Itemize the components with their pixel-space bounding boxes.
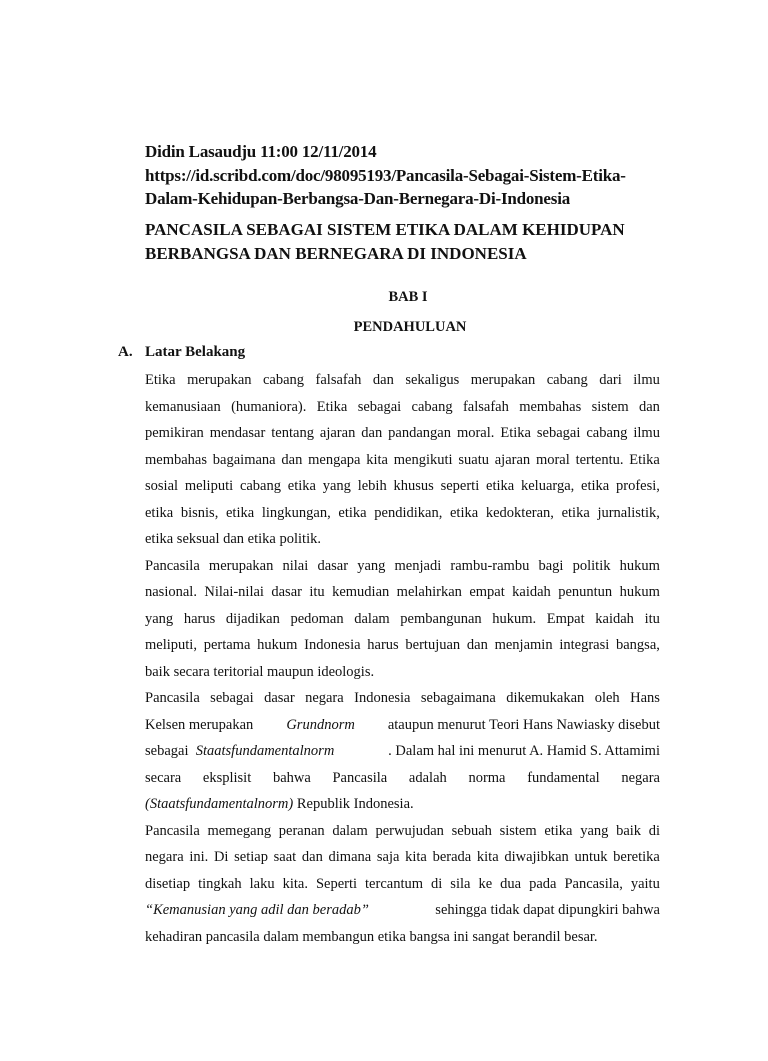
p3-text: ataupun menurut Teori Hans Nawiasky disebut — [387, 716, 660, 733]
word: sosial — [145, 478, 179, 494]
word: yang — [145, 610, 174, 627]
p1-line-last: etika seksual dan etika politik. — [145, 531, 321, 547]
p2-line — [145, 606, 660, 633]
word: bangsa, — [616, 637, 660, 653]
word: mengikuti — [393, 451, 453, 468]
word: pandangan — [388, 425, 451, 441]
word: ajaran — [319, 425, 356, 441]
word: membahas — [519, 398, 582, 415]
word: negara — [145, 849, 184, 865]
word: Indonesia — [354, 690, 411, 706]
word: ilmu — [633, 372, 660, 388]
word: pembangunan — [400, 610, 482, 627]
word: saat — [273, 849, 297, 865]
document-title — [145, 218, 665, 266]
word: dan — [301, 849, 323, 865]
word: membahas — [145, 451, 208, 468]
word: pada — [529, 875, 557, 892]
word: di — [648, 822, 660, 839]
word: ajaran — [494, 451, 531, 468]
word: pedoman — [290, 610, 344, 627]
word: dan — [639, 398, 660, 415]
word: dimana — [328, 849, 372, 865]
word: profesi, — [616, 478, 660, 494]
word: tercantum — [365, 875, 424, 892]
chapter-name: PENDAHULUAN — [353, 319, 467, 335]
word: disetiap — [145, 875, 191, 892]
word: kemudian — [332, 584, 390, 600]
word: jurnalistik, — [597, 504, 660, 521]
source-url-line-1: https://id.scribd.com/doc/98095193/Pancasila-Sebagai-Sistem-Etika- — [145, 165, 626, 185]
word: kaidah — [595, 610, 634, 627]
word: kita — [476, 849, 499, 865]
word: yaitu — [630, 875, 660, 892]
word: mendasar — [209, 425, 266, 441]
p4-line — [145, 818, 660, 845]
word: Hans — [630, 690, 660, 706]
word: sistem — [499, 822, 537, 839]
word: integrasi — [559, 637, 610, 653]
word: Etika — [145, 372, 176, 388]
word: negara — [621, 769, 660, 786]
word: ke — [478, 875, 493, 892]
word: dan — [466, 637, 488, 653]
title-line-1: PANCASILA SEBAGAI SISTEM ETIKA DALAM KEHIDUPAN — [145, 220, 625, 239]
word: moral. — [456, 425, 495, 441]
word: baik — [616, 822, 642, 839]
word: hukum — [257, 637, 298, 653]
word: ilmu — [633, 425, 660, 441]
word: menjamin — [494, 637, 553, 653]
word: yang — [322, 478, 351, 494]
word: harus — [183, 610, 216, 627]
word: setiap — [234, 849, 268, 865]
word: eksplisit — [202, 769, 252, 786]
p1-line — [145, 500, 660, 527]
word: dua — [500, 875, 522, 892]
word: di — [431, 875, 443, 892]
p1-line — [145, 420, 660, 447]
word: melahirkan — [396, 584, 462, 600]
word: kedokteran, — [485, 504, 554, 521]
section-letter: A. — [118, 344, 133, 360]
word: keluarga, — [520, 478, 575, 494]
p4-text: sehingga tidak dapat dipungkiri bahwa — [435, 902, 660, 918]
word: oleh — [594, 690, 620, 706]
word: Pancasila — [145, 822, 200, 839]
word: harus — [367, 637, 399, 653]
word: sebagai — [536, 425, 581, 441]
p2-line-last: baik secara teritorial maupun ideologis. — [145, 663, 375, 680]
word: kita — [366, 451, 388, 468]
p3-line — [145, 738, 660, 765]
word: itu — [644, 610, 660, 627]
word: dasar — [264, 690, 295, 706]
word: merupakan — [208, 557, 274, 574]
p3-line — [145, 685, 660, 712]
word: untuk — [574, 849, 608, 865]
word: Pancasila — [332, 769, 388, 786]
word: bahwa — [272, 769, 311, 786]
word: dasar — [271, 584, 302, 600]
word: cabang — [411, 398, 453, 415]
word: menjadi — [394, 557, 442, 574]
word: cabang — [239, 478, 281, 494]
word: Pancasila — [145, 557, 200, 574]
word: etika — [338, 504, 367, 521]
p1-line — [145, 367, 660, 394]
title-line-2: BERBANGSA DAN BERNEGARA DI INDONESIA — [145, 244, 527, 263]
word: suatu — [458, 451, 489, 468]
section-title: Latar Belakang — [145, 344, 246, 360]
word: sekaligus — [405, 372, 460, 388]
word: dijadikan — [225, 610, 280, 627]
word: etika — [561, 504, 590, 521]
word: norma — [468, 769, 506, 786]
word: adalah — [408, 769, 447, 786]
author-line: Didin Lasaudju 11:00 12/11/2014 — [145, 142, 377, 161]
word: (humaniora). — [231, 398, 307, 415]
p4-line — [145, 844, 660, 871]
word: dikemukakan — [506, 690, 585, 706]
word: yang — [580, 822, 609, 839]
word: bagaimana — [212, 451, 276, 468]
word: ini. — [189, 849, 209, 865]
p3-line-last — [145, 791, 660, 818]
word: hukum — [619, 584, 660, 600]
word: Indonesia — [304, 637, 361, 653]
chapter-number: BAB I — [388, 289, 428, 305]
word: cabang — [586, 425, 628, 441]
word: etika — [145, 504, 174, 521]
word: merupakan — [187, 372, 252, 388]
p3-text — [145, 738, 334, 765]
word: negara — [305, 690, 344, 706]
word: Nilai-nilai — [204, 584, 264, 600]
section-heading — [118, 344, 245, 361]
word: rambu-rambu — [450, 557, 530, 574]
word: secara — [145, 769, 182, 786]
word: sebagai — [357, 398, 402, 415]
word: cabang — [546, 372, 588, 388]
word: dan — [361, 425, 383, 441]
word: dalam — [332, 822, 368, 839]
p3-text: Republik Indonesia. — [293, 796, 414, 812]
p2-line — [145, 579, 660, 606]
p3-italic-term: Staatsfundamentalnorm — [195, 743, 335, 759]
p4-line — [145, 871, 660, 898]
word: Seperti — [315, 875, 358, 892]
word: mengapa — [308, 451, 361, 468]
p3-text: . Dalam hal ini menurut A. Hamid S. Attamimi — [388, 743, 660, 759]
p2-line — [145, 553, 660, 580]
word: etika — [450, 504, 479, 521]
word: sila — [450, 875, 471, 892]
word: khusus — [393, 478, 434, 494]
word: tingkah — [198, 875, 242, 892]
word: pendidikan, — [374, 504, 443, 521]
word: kemanusiaan — [145, 398, 221, 415]
word: dan — [372, 372, 394, 388]
word: dan — [281, 451, 303, 468]
word: empat — [469, 584, 505, 600]
word: laku — [249, 875, 275, 892]
document-meta — [145, 140, 665, 211]
word: itu — [309, 584, 325, 600]
word: fundamental — [527, 769, 600, 786]
word: hukum. — [492, 610, 537, 627]
word: lingkungan, — [261, 504, 331, 521]
word: kita. — [282, 875, 308, 892]
word: dari — [599, 372, 622, 388]
word: meliputi — [184, 478, 234, 494]
word: tertentu. — [575, 451, 624, 468]
word: sistem — [591, 398, 629, 415]
word: pemikiran — [145, 425, 204, 441]
word: beretika — [613, 849, 660, 865]
p3-italic-term: Grundnorm — [286, 716, 355, 733]
word: saja — [376, 849, 400, 865]
source-url-line-2: Dalam-Kehidupan-Berbangsa-Dan-Bernegara-Di-Indonesia — [145, 189, 571, 208]
p4-line — [145, 897, 660, 924]
word: sebagai — [210, 690, 254, 706]
word: falsafah — [462, 398, 509, 415]
p4-italic-quote: “Kemanusian yang adil dan beradab” — [145, 902, 369, 918]
word: sebuah — [451, 822, 492, 839]
word: berada — [432, 849, 472, 865]
p3-italic-term: (Staatsfundamentalnorm) — [145, 796, 294, 812]
word: bisnis, — [180, 504, 219, 521]
word: perwujudan — [375, 822, 444, 839]
word: memegang — [207, 822, 272, 839]
p2-line — [145, 632, 660, 659]
p1-line — [145, 447, 660, 474]
word: politik — [572, 557, 611, 574]
word: falsafah — [315, 372, 362, 388]
word: kaidah — [512, 584, 551, 600]
word: bertujuan — [405, 637, 461, 653]
word: etika — [581, 478, 610, 494]
p3-line — [145, 765, 660, 792]
p3-text-part: sebagai — [145, 743, 189, 759]
word: dalam — [354, 610, 390, 627]
word: yang — [357, 557, 386, 574]
word: Etika — [500, 425, 531, 441]
word: etika — [486, 478, 515, 494]
word: etika — [287, 478, 316, 494]
word: penuntun — [558, 584, 613, 600]
word: hukum — [619, 557, 660, 574]
p1-line — [145, 394, 660, 421]
word: Di — [213, 849, 229, 865]
word: etika — [544, 822, 573, 839]
word: cabang — [263, 372, 305, 388]
body-text — [145, 367, 660, 950]
word: seperti — [440, 478, 480, 494]
word: dasar — [317, 557, 349, 574]
word: pertama — [203, 637, 251, 653]
word: nasional. — [145, 584, 197, 600]
p3-line — [145, 712, 660, 739]
word: kita — [405, 849, 427, 865]
word: bagi — [538, 557, 564, 574]
word: etika — [226, 504, 255, 521]
word: lebih — [357, 478, 387, 494]
p3-text: Kelsen merupakan — [145, 716, 254, 733]
p1-line — [145, 473, 660, 500]
word: moral — [535, 451, 570, 468]
word: diwajibkan — [504, 849, 569, 865]
word: Pancasila, — [564, 875, 623, 892]
word: merupakan — [470, 372, 536, 388]
word: Etika — [629, 451, 660, 468]
word: meliputi, — [145, 637, 197, 653]
word: Empat — [546, 610, 585, 627]
word: Pancasila — [145, 690, 200, 706]
word: sebagaimana — [420, 690, 496, 706]
word: nilai — [282, 557, 309, 574]
p4-line-last: kehadiran pancasila dalam membangun etika bangsa ini sangat berandil besar. — [145, 928, 598, 945]
word: tentang — [271, 425, 314, 441]
word: Etika — [316, 398, 348, 415]
word: peranan — [278, 822, 325, 839]
